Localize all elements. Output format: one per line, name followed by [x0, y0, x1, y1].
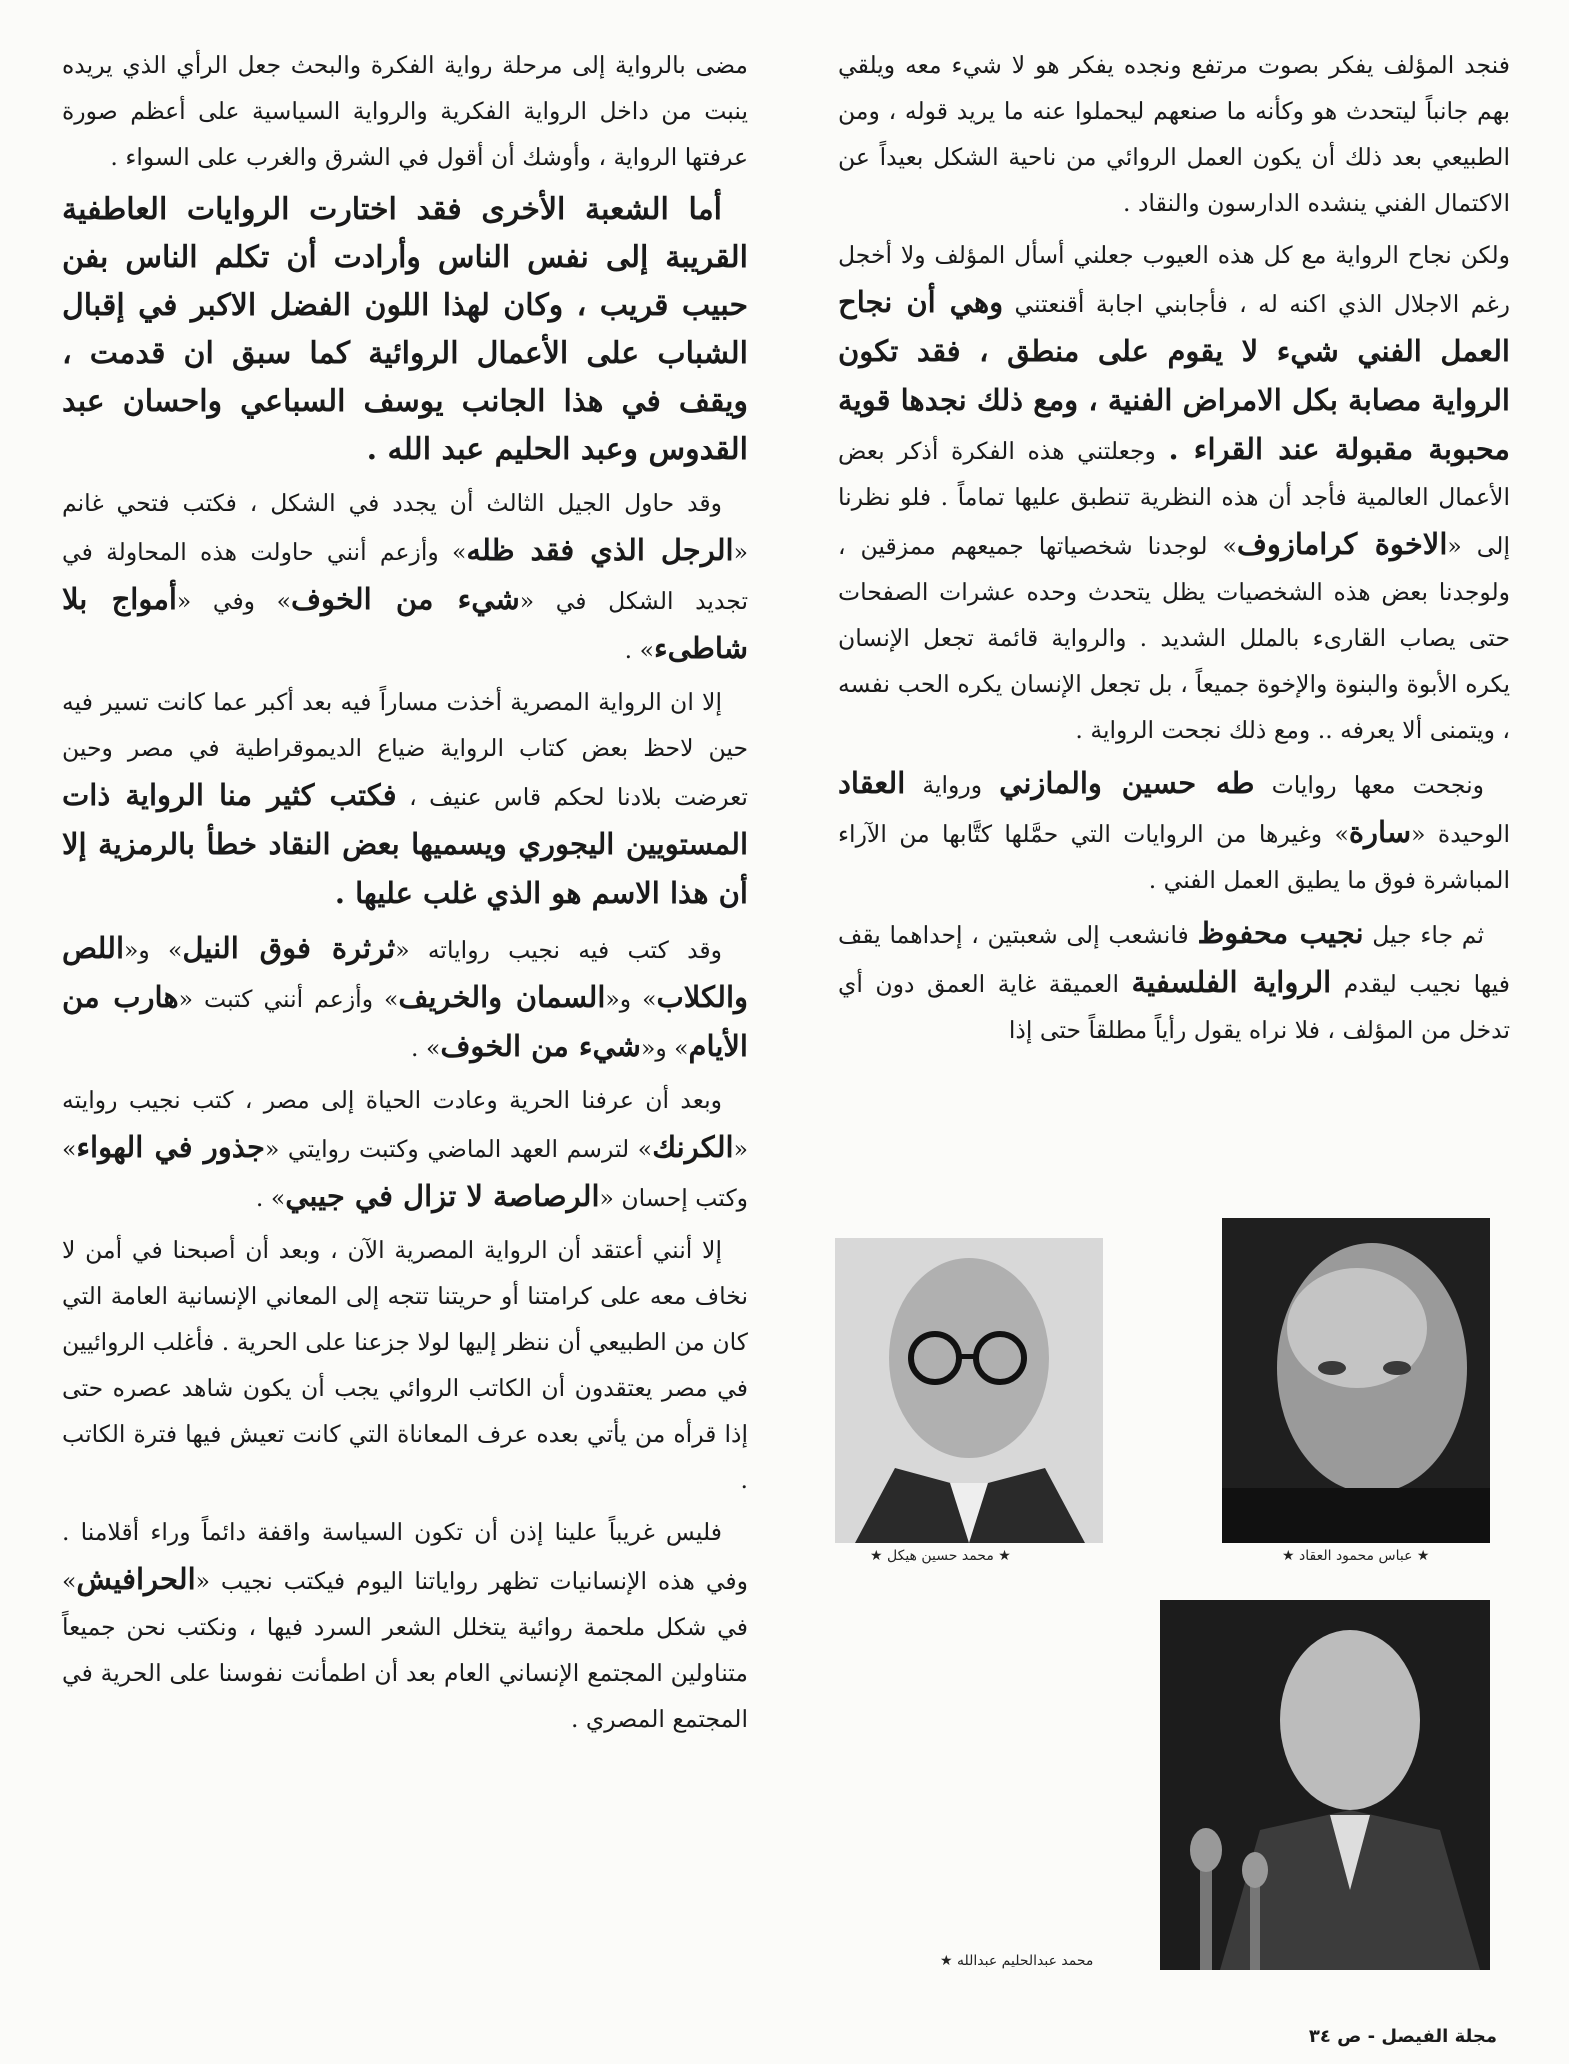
caption-haykal: ★ محمد حسين هيكل ★ — [870, 1548, 1011, 1564]
book-title: الرجل الذي فقد ظله — [466, 533, 734, 567]
author-name: العقاد — [838, 766, 906, 800]
left-column — [62, 42, 748, 1748]
caption-aqqad: ★ عباس محمود العقاد ★ — [1282, 1548, 1430, 1564]
book-title: الاخوة كرامازوف — [1236, 527, 1448, 561]
text-run: » في شكل ملحمة روائية يتخلل الشعر السرد فيها ، ونكتب نحن جميعاً متناولين المجتمع الإنساني العام بعد أن اطمأنت نفوسنا على الحرية في المجتمع المصري . — [62, 1567, 748, 1733]
text-run: إلا ان الرواية المصرية أخذت مساراً فيه بعد أكبر عما كانت تسير فيه حين لاحظ بعض كتاب الرواية ضياع الديموقراطية في مصر وحين تعرضت بلادنا لحكم قاس عنيف ، — [62, 688, 748, 811]
text-run: » وغيرها من الروايات التي حمَّلها كتَّابها من الآراء المباشرة فوق ما يطيق العمل الفني . — [838, 820, 1510, 894]
text-run: » لوجدنا شخصياتها جميعهم ممزقين ، ولوجدنا بعض هذه الشخصيات يظل يتحدث وحده عشرات الصفحات حتى يصاب القارىء بالملل الشديد . والرواية قائمة تجعل الإنسان يكره الأبوة والبنوة والإخوة جميعاً ، بل تجعل الإنسان يكره الحب نفسه ، ويتمنى ألا يعرفه .. ومع ذلك نجحت الرواية . — [838, 532, 1510, 744]
bold-run: فكتب كثير منا الرواية ذات المستويين اليجوري ويسميها بعض النقاد خطأ بالرمزية إلا أن هذا الاسم هو الذي غلب عليها . — [62, 778, 748, 910]
text-run: » . — [411, 1034, 441, 1062]
text-run: » . — [624, 636, 654, 664]
paragraph — [62, 679, 748, 918]
book-title: سارة — [1348, 815, 1412, 849]
book-title: ثرثرة فوق النيل — [182, 931, 396, 965]
text-run: » وأزعم أنني حاولت هذه المحاولة في تجديد الشكل في « — [62, 538, 748, 615]
genre-name: الرواية الفلسفية — [1131, 965, 1332, 999]
right-column — [838, 42, 1510, 1059]
text-run: وجعلتني هذه الفكرة أذكر بعض الأعمال العالمية فأجد أن هذه النظرية تنطبق عليها تماماً . فلو نظرنا إلى « — [838, 437, 1510, 560]
text-run: » . — [255, 1184, 286, 1212]
book-title: الحرافيش — [76, 1562, 196, 1596]
text-run: » و« — [124, 936, 183, 964]
text-run: ونجحت معها روايات — [1271, 771, 1484, 799]
paragraph — [62, 186, 748, 474]
author-names: طه حسين والمازني — [999, 766, 1255, 800]
text-run: » وفي « — [176, 587, 291, 615]
book-title: الرصاصة لا تزال في جيبي — [285, 1179, 600, 1213]
paragraph — [62, 924, 748, 1071]
page-footer: مجلة الفيصل - ص ٣٤ — [1308, 2026, 1497, 2047]
photo-haykal — [835, 1238, 1103, 1543]
book-title: الكرنك — [652, 1130, 734, 1164]
text-run: » و« — [605, 985, 657, 1013]
bold-paragraph: أما الشعبة الأخرى فقد اختارت الروايات العاطفية القريبة إلى نفس الناس وأرادت أن تكلم الناس بفن حبيب قريب ، وكان لهذا اللون الفضل الاكبر في إقبال الشباب على الأعمال الروائية كما سبق ان قدمت ، ويقف في هذا الجانب يوسف السباعي واحسان عبد القدوس وعبد الحليم عبد الله . — [62, 192, 748, 467]
paragraph: إلا أنني أعتقد أن الرواية المصرية الآن ، وبعد أن أصبحنا في أمن لا نخاف معه على كرامتنا أو حريتنا تتجه إلى المعاني الإنسانية العامة التي كان من الطبيعي أن ننظر إليها لولا جزعنا على الحرية . فأغلب الروائيين في مصر يعتقدون أن الكاتب الروائي يجب أن يكون شاهد عصره حتى إذا قرأه من يأتي بعده عرف المعاناة التي كانت تعيش فيها فترة الكاتب . — [62, 1236, 748, 1494]
photo-aqqad — [1222, 1218, 1490, 1543]
text-run: » وأزعم أنني كتبت « — [178, 985, 399, 1013]
text-run: وقد كتب فيه نجيب رواياته « — [395, 936, 722, 964]
caption-abdelhalim: محمد عبدالحليم عبدالله ★ — [940, 1953, 1094, 1969]
paragraph — [62, 1077, 748, 1221]
text-run: فليس غريباً علينا إذن أن تكون السياسة واقفة دائماً وراء أقلامنا . وفي هذه الإنسانيات تظهر رواياتنا اليوم فيكتب نجيب « — [62, 1518, 748, 1595]
text-run: العميقة غاية العمق دون أي تدخل من المؤلف ، فلا نراه يقول رأياً مطلقاً حتى إذا — [838, 970, 1510, 1044]
text-run: ورواية — [922, 771, 983, 799]
text-run: ولكن نجاح الرواية مع كل هذه العيوب جعلني أسأل المؤلف ولا أخجل رغم الاجلال الذي اكنه له ، فأجابني اجابة أقنعتني — [838, 241, 1510, 318]
book-title: شيء من الخوف — [440, 1029, 641, 1063]
book-title: أمواج بلا شاطىء — [62, 582, 748, 665]
paragraph: فنجد المؤلف يفكر بصوت مرتفع ونجده يفكر هو لا شيء معه ويلقي بهم جانباً ليتحدث هو وكأنه ما صنعهم ليحملوا عنه ما يريد قوله ، ومن الطبيعي بعد ذلك أن يكون العمل الروائي من ناحية الشكل بعيداً عن الاكتمال الفني ينشده الدارسون والنقاد . — [838, 51, 1510, 217]
book-title: اللص والكلاب — [62, 931, 749, 1014]
bold-quote: وهي أن نجاح العمل الفني شيء لا يقوم على منطق ، فقد تكون الرواية مصابة بكل الامراض الفنية ، ومع ذلك نجدها قوية محبوبة مقبولة عند القراء . — [838, 285, 1510, 466]
text-run: وبعد أن عرفنا الحرية وعادت الحياة إلى مصر ، كتب نجيب روايته « — [62, 1086, 748, 1163]
text-run: الوحيدة « — [1411, 820, 1510, 848]
text-run: وقد حاول الجيل الثالث أن يجدد في الشكل ، فكتب فتحي غانم « — [62, 489, 749, 566]
paragraph: مضى بالرواية إلى مرحلة رواية الفكرة والبحث جعل الرأي الذي يريده ينبت من داخل الرواية الفكرية والرواية السياسية على أعظم صورة عرفتها الرواية ، وأوشك أن أقول في الشرق والغرب على السواء . — [62, 51, 748, 171]
book-title: شيء من الخوف — [290, 582, 520, 616]
photo-abdelhalim — [1160, 1600, 1490, 1970]
text-run: ثم جاء جيل — [1372, 921, 1484, 949]
book-title: السمان والخريف — [398, 980, 606, 1014]
text-run: فانشعب إلى شعبتين ، إحداهما يقف فيها نجيب ليقدم — [838, 921, 1510, 998]
author-name: نجيب محفوظ — [1197, 916, 1364, 950]
paragraph — [838, 909, 1510, 1053]
paragraph — [62, 480, 748, 673]
paragraph — [838, 232, 1510, 753]
book-title: هارب من الأيام — [62, 980, 748, 1063]
book-title: جذور في الهواء — [76, 1130, 265, 1164]
paragraph — [62, 1509, 748, 1742]
text-run: » وكتب إحسان « — [62, 1135, 748, 1212]
paragraph — [838, 759, 1510, 903]
text-run: » لترسم العهد الماضي وكتبت روايتي « — [264, 1135, 653, 1163]
text-run: » و« — [640, 1034, 689, 1062]
